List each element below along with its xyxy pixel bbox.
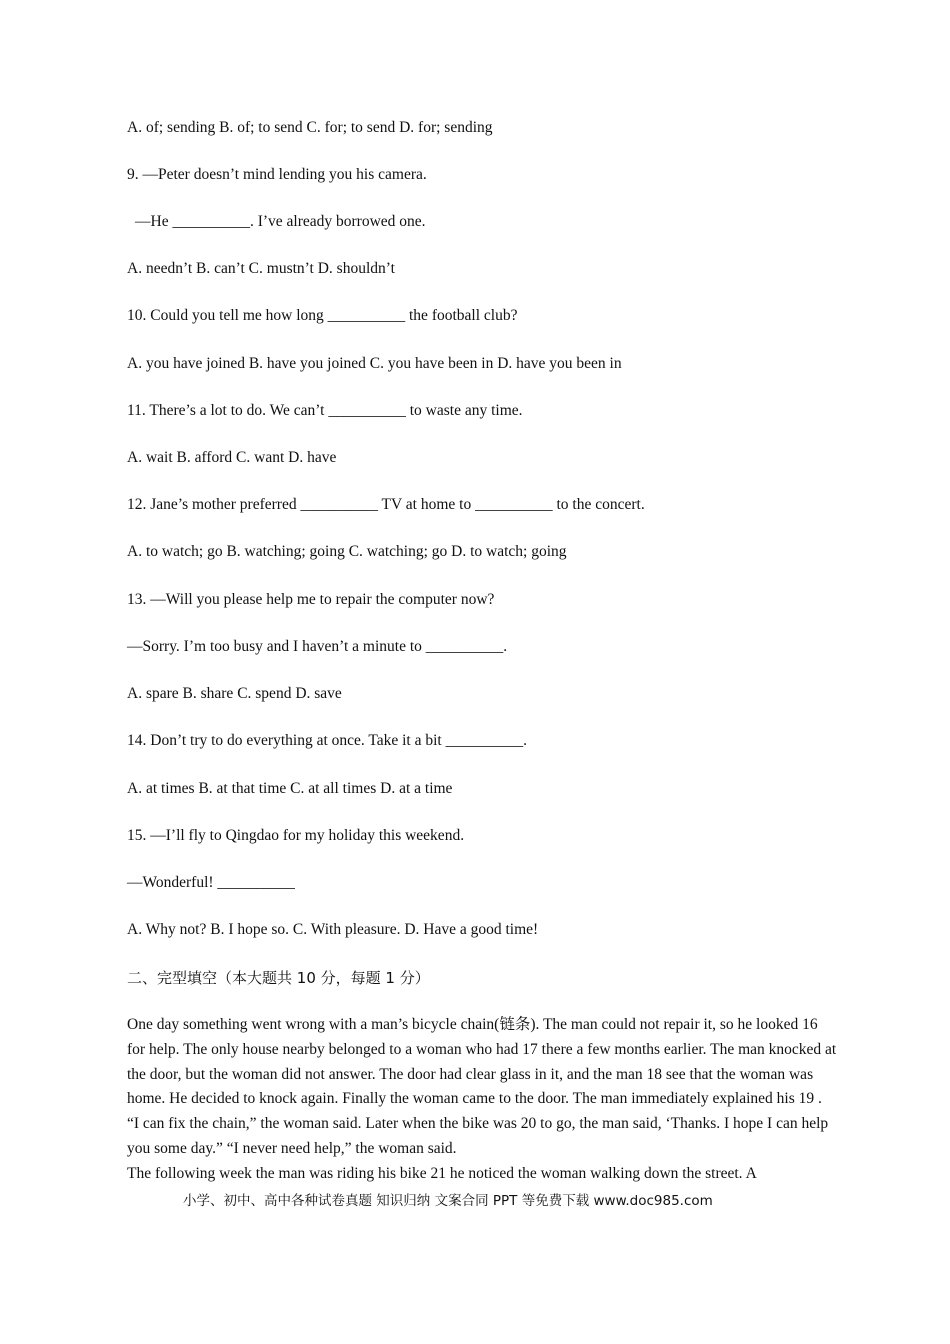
q15-response: —Wonderful! __________ bbox=[127, 874, 295, 891]
section-heading-cloze: 二、完型填空（本大题共 10 分，每题 1 分） bbox=[127, 969, 430, 987]
cloze-passage bbox=[127, 1013, 837, 1187]
passage-paragraph-1: One day something went wrong with a man’s bicycle chain(链条). The man could not repair it, so he looked 16 for help. The only house nearby belonged to a woman who had 17 there a few months earlier. The man knocked at the door, but the woman did not answer. The door had clear glass in it, and the man 18 see that the woman was home. He decided to knock again. Finally the woman came to the door. The man immediately explained his 19 . “I can fix the chain,” the woman said. Later when the bike was 20 to go, the man said, ‘Thanks. I hope I can help you some day.” “I never need help,” the woman said. bbox=[127, 1016, 837, 1157]
q9-response: —He __________. I’ve already borrowed one. bbox=[135, 213, 426, 230]
q14-question: 14. Don’t try to do everything at once. Take it a bit __________. bbox=[127, 732, 527, 749]
q12-question: 12. Jane’s mother preferred __________ TV at home to __________ to the concert. bbox=[127, 496, 645, 513]
q13-response: —Sorry. I’m too busy and I haven’t a minute to __________. bbox=[127, 638, 508, 655]
q9-options: A. needn’t B. can’t C. mustn’t D. shouldn’t bbox=[127, 260, 395, 277]
q13-options: A. spare B. share C. spend D. save bbox=[127, 685, 342, 702]
q9-question: 9. —Peter doesn’t mind lending you his camera. bbox=[127, 166, 427, 183]
q11-options: A. wait B. afford C. want D. have bbox=[127, 449, 337, 466]
q12-options: A. to watch; go B. watching; going C. watching; go D. to watch; going bbox=[127, 543, 567, 560]
page-footer: 小学、初中、高中各种试卷真题 知识归纳 文案合同 PPT 等免费下载 www.doc985.com bbox=[183, 1193, 713, 1209]
passage-paragraph-2: The following week the man was riding his bike 21 he noticed the woman walking down the street. A bbox=[127, 1164, 757, 1182]
q15-question: 15. —I’ll fly to Qingdao for my holiday this weekend. bbox=[127, 827, 465, 844]
q15-options: A. Why not? B. I hope so. C. With pleasure. D. Have a good time! bbox=[127, 921, 539, 938]
q10-options: A. you have joined B. have you joined C. you have been in D. have you been in bbox=[127, 355, 622, 372]
q8-options: A. of; sending B. of; to send C. for; to send D. for; sending bbox=[127, 119, 493, 136]
q11-question: 11. There’s a lot to do. We can’t __________ to waste any time. bbox=[127, 402, 523, 419]
q13-question: 13. —Will you please help me to repair the computer now? bbox=[127, 591, 495, 608]
q10-question: 10. Could you tell me how long __________ the football club? bbox=[127, 307, 518, 324]
q14-options: A. at times B. at that time C. at all times D. at a time bbox=[127, 780, 453, 797]
